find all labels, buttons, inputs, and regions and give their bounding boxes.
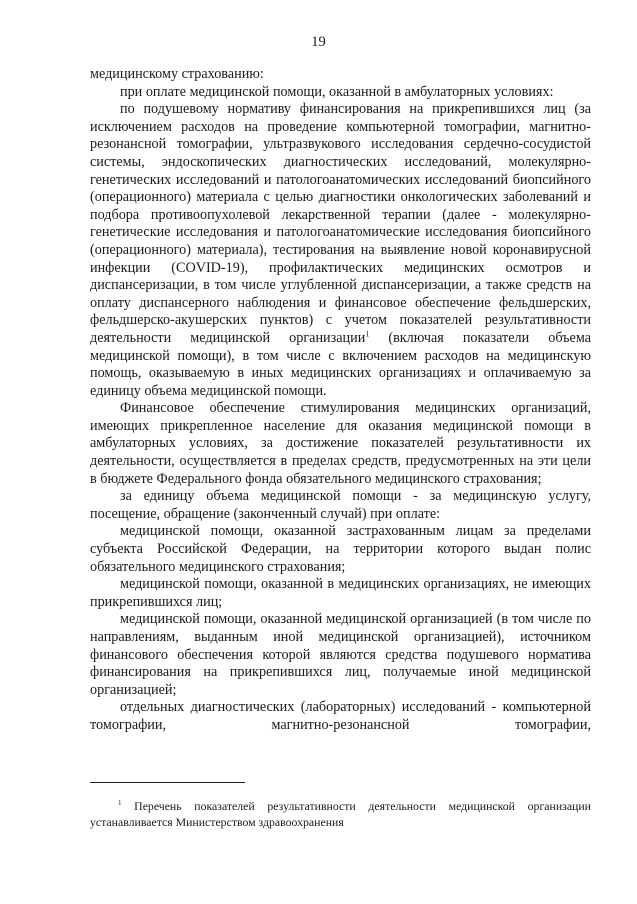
footnote-text: Перечень показателей результативности деятельности медицинской организации устанавливается Министерством здравоохранения [90, 799, 591, 829]
paragraph-continuation: медицинскому страхованию: [90, 66, 264, 82]
footnote [90, 799, 591, 830]
footnote-marker: 1 [118, 799, 122, 808]
paragraph-per-capita-standard [90, 101, 591, 400]
paragraph-referrals: медицинской помощи, оказанной медицинской организацией (в том числе по направлениям, выданным иной медицинской организацией), источником финансового обеспечения которой являются средства подушевого норматива финансирования на прикрепившихся лиц, получаемые иной медицинской организацией; [90, 611, 591, 698]
paragraph-incentive-financing: Финансовое обеспечение стимулирования медицинских организаций, имеющих прикрепленное население для оказания медицинской помощи в амбулаторных условиях, за достижение показателей результативности их деятельности, осуществляется в пределах средств, предусмотренных на эти цели в бюджете Федерального фонда обязательного медицинского страхования; [90, 400, 591, 487]
per-capita-text-cont: (включая показатели объема медицинской помощи), в том числе с включением расходов на медицинскую помощь, оказываемую в иных медицинских организациях и оплачиваемую за единицу объема медицинской помощи. [90, 329, 591, 399]
paragraph-no-attached-persons: медицинской помощи, оказанной в медицинских организациях, не имеющих прикрепившихся лиц; [90, 576, 591, 610]
body-text [90, 66, 591, 735]
page-number: 19 [311, 34, 326, 50]
footnote-divider [90, 782, 245, 783]
paragraph-per-unit-volume: за единицу объема медицинской помощи - за медицинскую услугу, посещение, обращение (законченный случай) при оплате: [90, 488, 591, 522]
paragraph-insured-outside-region: медицинской помощи, оказанной застрахованным лицам за пределами субъекта Российской Федерации, на территории которого выдан полис обязательного медицинского страхования; [90, 523, 591, 575]
per-capita-text: по подушевому нормативу финансирования на прикрепившихся лиц (за исключением расходов на проведение компьютерной томографии, магнитно-резонансной томографии, ультразвукового исследования сердечно-сосудистой системы, эндоскопических диагностических исследований, молекулярно-генетических исследований и патологоанатомических исследований биопсийного (операционного) материала с целью диагностики онкологических заболеваний и подбора противоопухолевой лекарственной терапии (далее - молекулярно-генетические исследования и патологоанатомические исследования биопсийного (операционного) материала), тестирования на выявление новой коронавирусной инфекции (COVID-19), профилактических медицинских осмотров и диспансеризации, в том числе углубленной диспансеризации, а также средств на оплату диспансерного наблюдения и финансовое обеспечение фельдшерских, фельдшерско-акушерских пунктов) с учетом показателей результативности деятельности медицинской организации [90, 101, 591, 346]
paragraph-outpatient-payment: при оплате медицинской помощи, оказанной в амбулаторных условиях: [120, 83, 554, 100]
paragraph-diagnostic-studies: отдельных диагностических (лабораторных) исследований - компьютерной томографии, магнитно-резонансной томографии, [90, 699, 591, 733]
footnote-reference: 1 [365, 329, 370, 339]
